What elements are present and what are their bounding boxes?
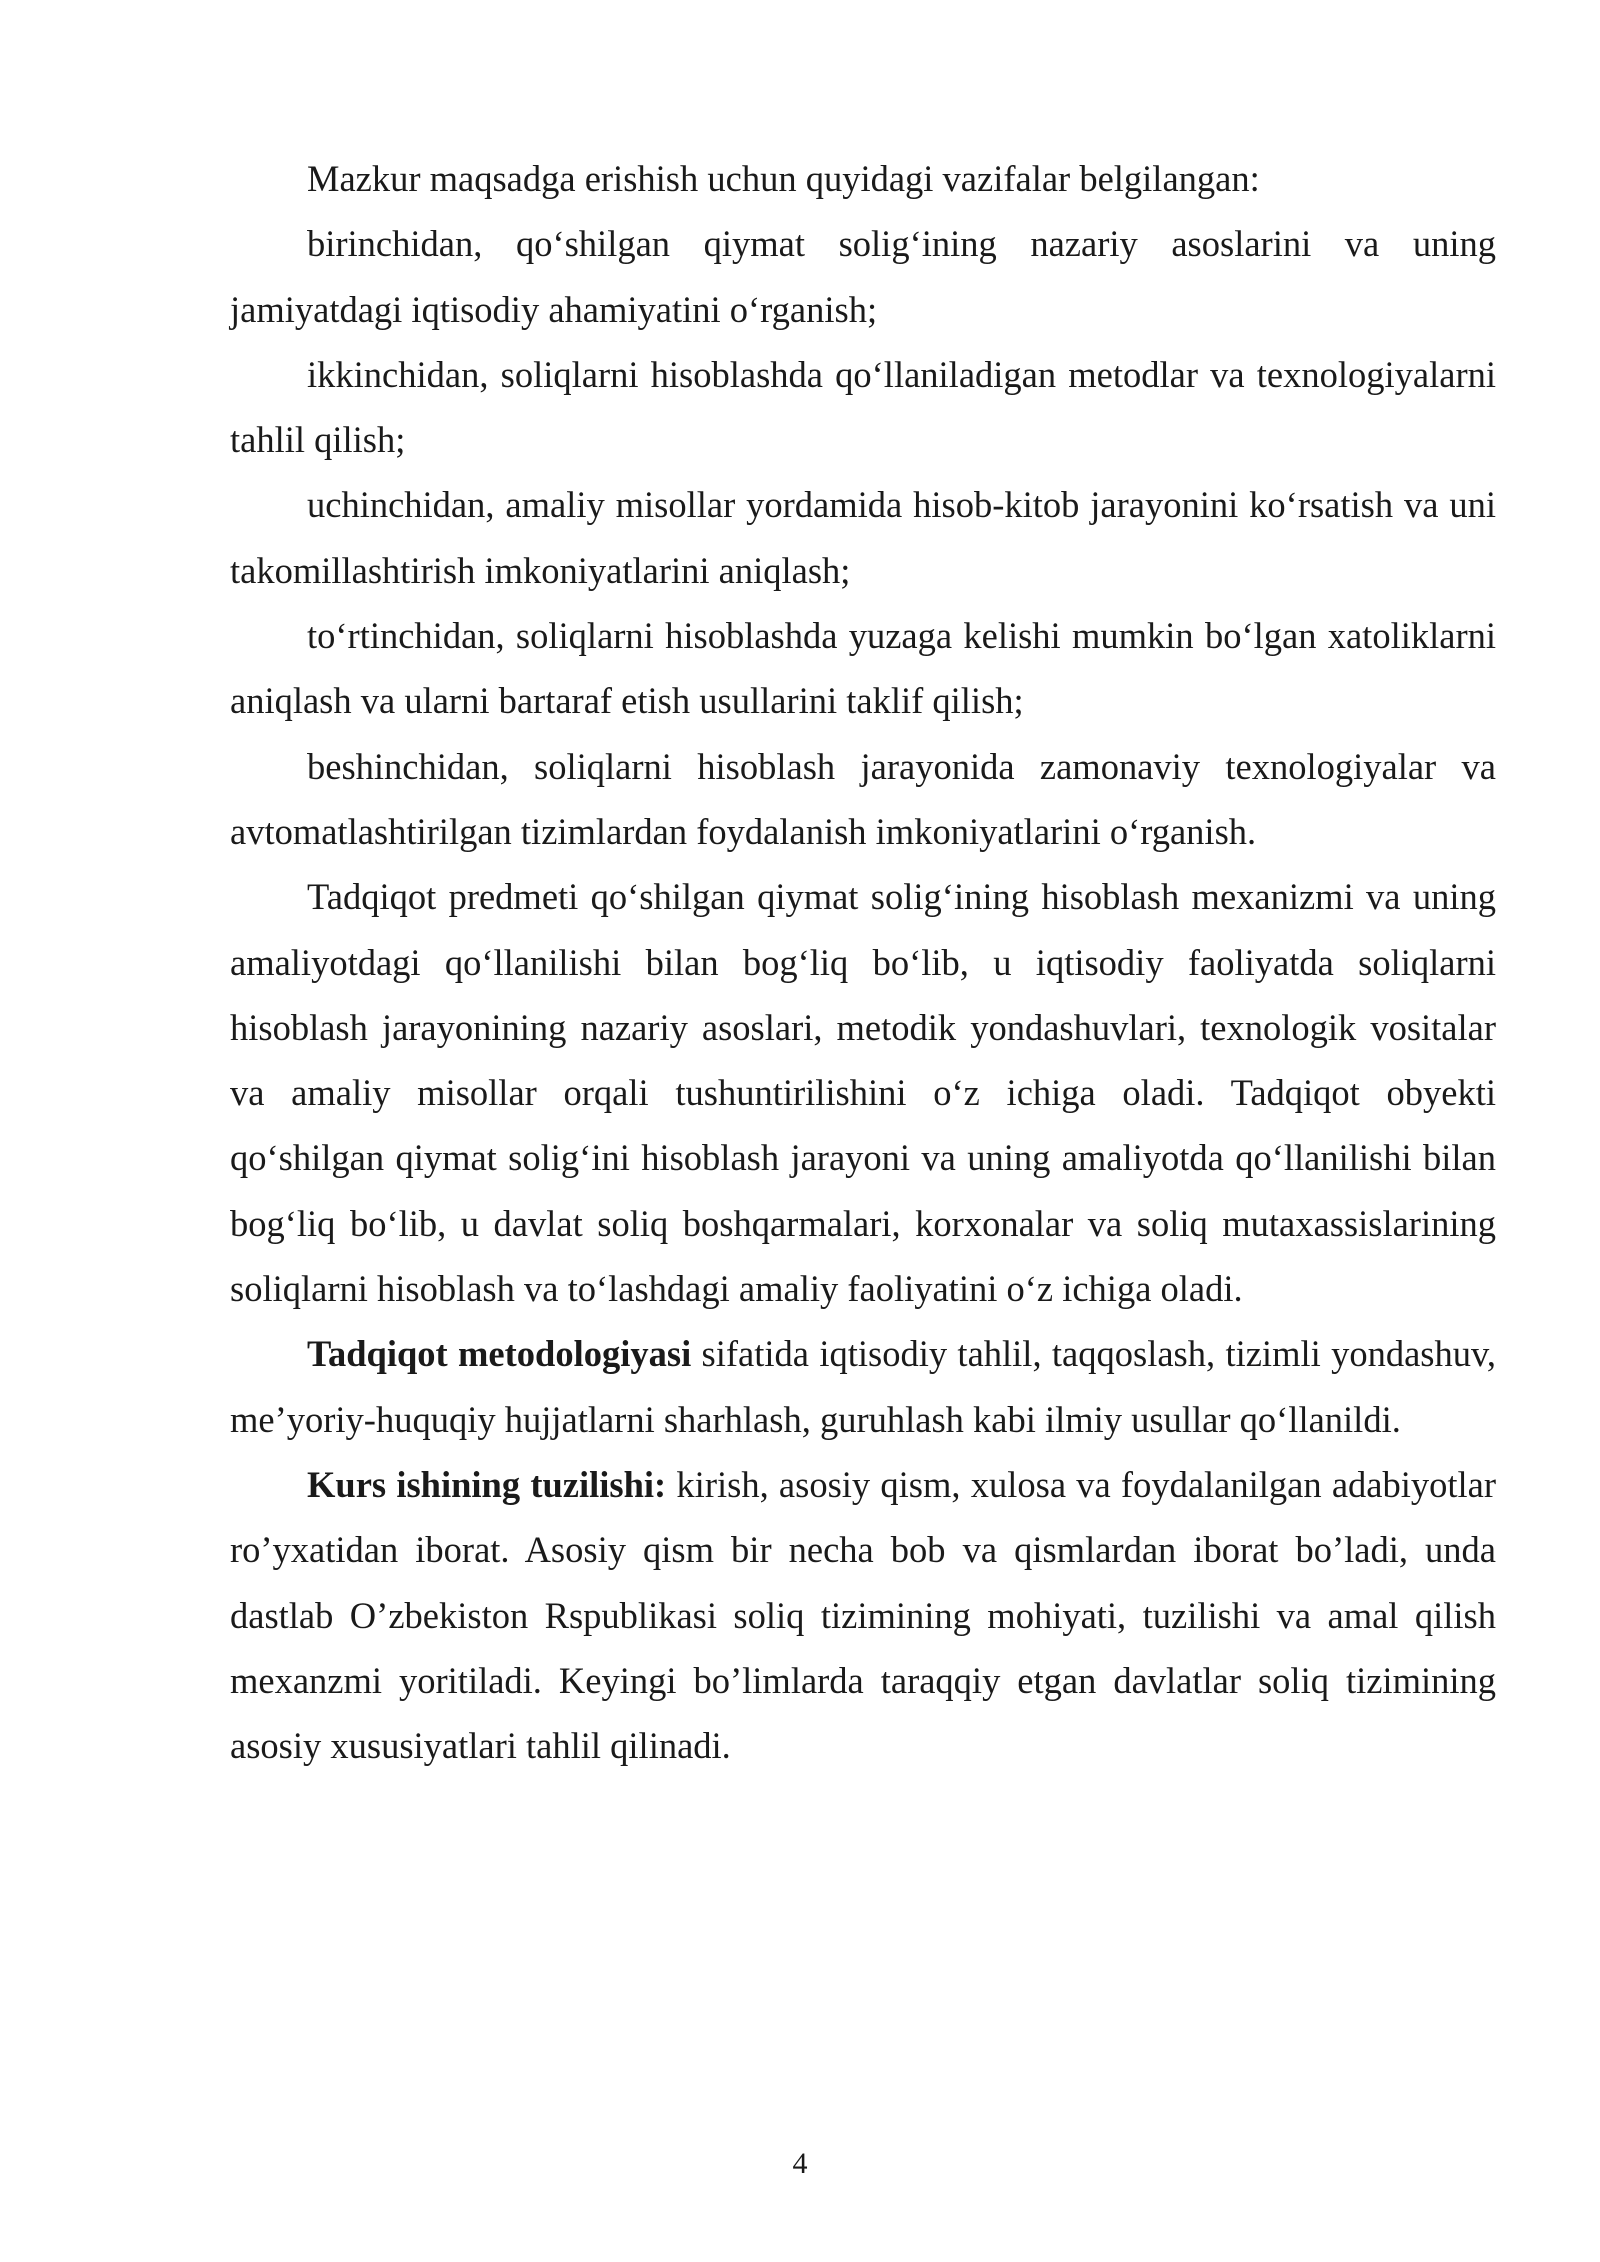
paragraph-structure — [230, 1452, 1496, 1778]
paragraph-task-2 — [230, 342, 1496, 473]
paragraph-text: beshinchidan, soliqlarni hisoblash jarayonida zamonaviy texnologiyalar va avtomatlashtirilgan tizimlardan foydalanish imkoniyatlarini o‘rganish. — [230, 745, 1496, 852]
paragraph-task-5 — [230, 734, 1496, 865]
paragraph-lead: Kurs ishining tuzilishi: — [307, 1463, 667, 1505]
paragraph-task-4 — [230, 603, 1496, 734]
paragraph-text: Mazkur maqsadga erishish uchun quyidagi vazifalar belgilangan: — [307, 158, 1260, 199]
paragraph-research-subject — [230, 864, 1496, 1321]
document-body — [230, 146, 1496, 1778]
paragraph-lead: Tadqiqot metodologiyasi — [307, 1333, 692, 1375]
paragraph-text: Tadqiqot predmeti qo‘shilgan qiymat solig‘ining hisoblash mexanizmi va uning amaliyotdagi qo‘llanilishi bilan bog‘liq bo‘lib, u iqtisodiy faoliyatda soliqlarni hisoblash jarayonining nazariy asoslari, metodik yondashuvlari, texnologik vositalar va amaliy misollar orqali tushuntirilishini o‘z ichiga oladi. Tadqiqot obyekti qo‘shilgan qiymat solig‘ini hisoblash jarayoni va uning amaliyotda qo‘llanilishi bilan bog‘liq bo‘lib, u davlat soliq boshqarmalari, korxonalar va soliq mutaxassislarining soliqlarni hisoblash va to‘lashdagi amaliy faoliyatini o‘z ichiga oladi. — [230, 876, 1496, 1310]
paragraph-text: sifatida iqtisodiy tahlil, taqqoslash, tizimli yondashuv, me’yoriy-huquqiy hujjatlarni sharhlash, guruhlash kabi ilmiy usullar qo‘llanildi. — [230, 1333, 1496, 1440]
paragraph-text: uchinchidan, amaliy misollar yordamida hisob-kitob jarayonini ko‘rsatish va uni takomillashtirish imkoniyatlarini aniqlash; — [230, 484, 1496, 591]
paragraph-methodology — [230, 1321, 1496, 1452]
paragraph-text: to‘rtinchidan, soliqlarni hisoblashda yuzaga kelishi mumkin bo‘lgan xatoliklarni aniqlash va ularni bartaraf etish usullarini taklif qilish; — [230, 615, 1496, 722]
paragraph-text: birinchidan, qo‘shilgan qiymat solig‘ining nazariy asoslarini va uning jamiyatdagi iqtisodiy ahamiyatini o‘rganish; — [230, 223, 1496, 330]
paragraph-text: ikkinchidan, soliqlarni hisoblashda qo‘llaniladigan metodlar va texnologiyalarni tahlil qilish; — [230, 353, 1496, 461]
paragraph-text: kirish, asosiy qism, xulosa va foydalanilgan adabiyotlar ro’yxatidan iborat. Asosiy qism bir necha bob va qismlardan iborat bo’ladi, unda dastlab O’zbekiston Rspublikasi soliq tizimining mohiyati, tuzilishi va amal qilish mexanzmi yoritiladi. Keyingi bo’limlarda taraqqiy etgan davlatlar soliq tizimining asosiy xususiyatlari tahlil qilinadi. — [230, 1463, 1497, 1767]
paragraph-task-3 — [230, 472, 1496, 603]
page-number: 4 — [792, 2147, 808, 2180]
paragraph-task-1 — [230, 211, 1496, 342]
paragraph-tasks-intro — [230, 146, 1496, 211]
